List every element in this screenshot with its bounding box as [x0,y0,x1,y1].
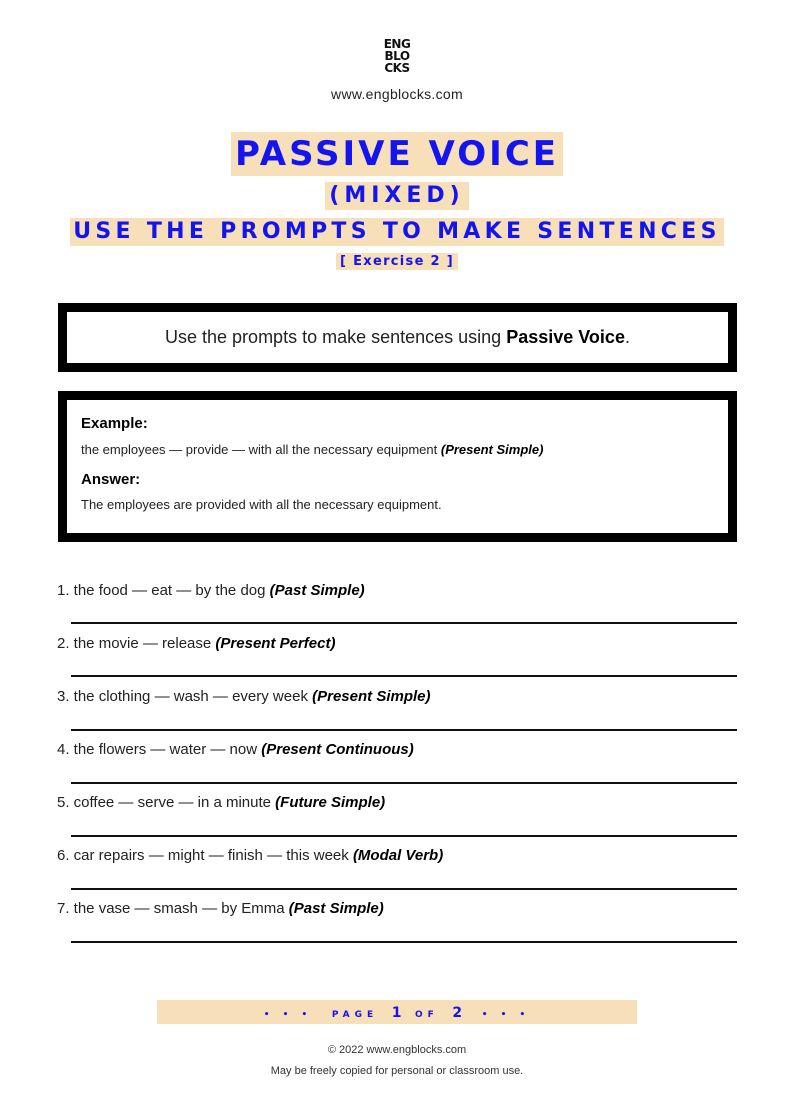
example-box [58,391,737,542]
pagination-bar [157,1000,637,1024]
example-prompt [81,442,714,457]
question-prompt: 6. car repairs — might — finish — this week [57,847,353,864]
pagination-page-word: PAGE [331,1010,379,1020]
task-heading: USE THE PROMPTS TO MAKE SENTENCES [70,218,723,246]
question-prompt: 3. the clothing — wash — every week [57,688,313,705]
answer-line-4[interactable] [71,782,737,784]
answer-line-5[interactable] [71,835,737,837]
answer-label: Answer: [81,471,141,488]
page-subtitle: (MIXED) [325,182,468,210]
copyright: © 2022 www.engblocks.com [327,1044,467,1056]
site-url: www.engblocks.com [331,86,463,102]
answer-text: The employees are provided with all the necessary equipment. [81,497,442,512]
question-prompt: 7. the vase — smash — by Emma [57,900,289,917]
question-6 [57,847,737,864]
page-title: PASSIVE VOICE [231,132,563,176]
exercise-label: [ Exercise 2 ] [336,253,458,270]
answer-line-7[interactable] [71,941,737,943]
instruction-text: Use the prompts to make sentences using [165,327,507,347]
exercise-row [0,252,794,270]
question-tense: (Future Simple) [275,794,386,811]
question-prompt: 2. the movie — release [57,635,216,652]
title-main-row [0,132,794,176]
answer-line-6[interactable] [71,888,737,890]
engblocks-logo [0,38,794,74]
example-tense: (Present Simple) [440,442,544,457]
question-3 [57,688,737,705]
instruction-bold: Passive Voice [506,327,625,347]
total-pages: 2 [452,1005,463,1021]
question-4 [57,741,737,758]
example-prompt-text: the employees — provide — with all the necessary equipment [81,442,441,457]
question-tense: (Present Perfect) [215,635,336,652]
pagination-dots-right: • • • [481,1010,531,1020]
usage-note: May be freely copied for personal or classroom use. [270,1065,524,1077]
question-tense: (Modal Verb) [352,847,444,864]
question-tense: (Present Continuous) [261,741,414,758]
logo-line-3: CKS [384,61,410,75]
instruction-end: . [624,327,630,347]
title-sub-row [0,182,794,210]
logo-line-2: BLO [384,49,410,63]
question-1 [57,582,737,599]
pagination-of-word: OF [415,1010,439,1020]
question-prompt: 1. the food — eat — by the dog [57,582,270,599]
answer-line-2[interactable] [71,675,737,677]
answer-line-3[interactable] [71,729,737,731]
question-tense: (Past Simple) [269,582,365,599]
question-2 [57,635,737,652]
question-tense: (Past Simple) [288,900,384,917]
logo-line-1: ENG [383,37,411,51]
answer-line-1[interactable] [71,622,737,624]
pagination-dots-left: • • • [263,1010,313,1020]
current-page: 1 [391,1005,402,1021]
question-7 [57,900,737,917]
example-label: Example: [81,415,148,432]
instruction-box [58,303,737,372]
question-prompt: 5. coffee — serve — in a minute [57,794,276,811]
question-prompt: 4. the flowers — water — now [57,741,262,758]
question-tense: (Present Simple) [312,688,431,705]
title-task-row [0,218,794,246]
question-5 [57,794,737,811]
